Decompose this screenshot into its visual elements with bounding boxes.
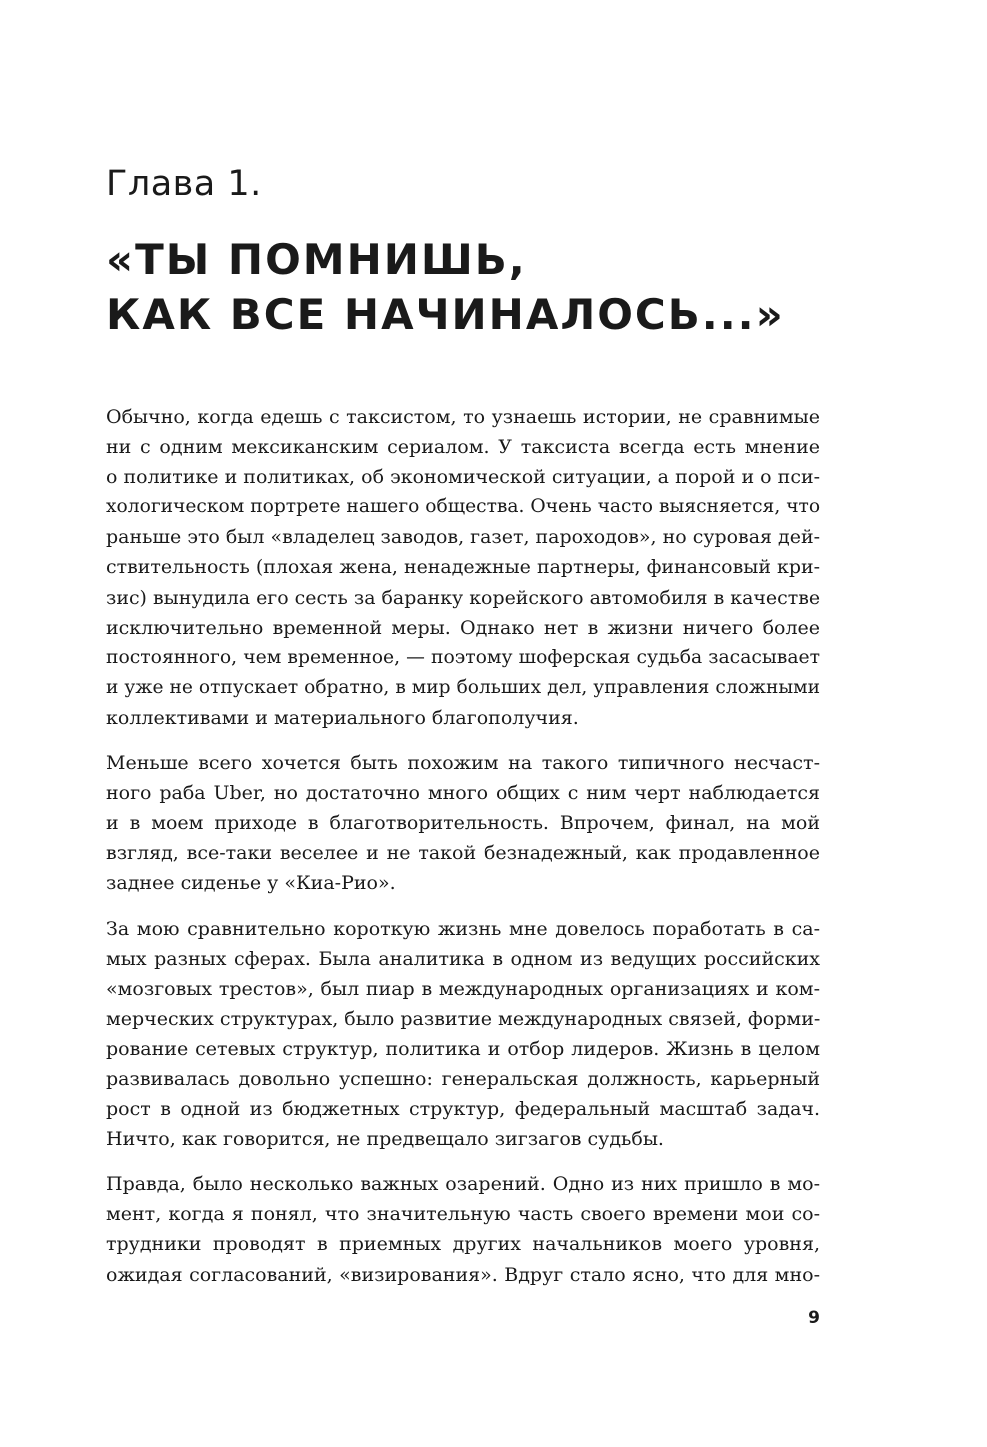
text-line: ожидая согласований, «визирования». Вдруг стало ясно, что для мно- xyxy=(106,1263,820,1286)
text-line: ни с одним мексиканским сериалом. У таксиста всегда есть мнение xyxy=(106,436,820,459)
text-line: и в моем приходе в благотворительность. Впрочем, финал, на мой xyxy=(106,812,820,835)
text-line: рост в одной из бюджетных структур, федеральный масштаб задач. xyxy=(106,1098,820,1121)
paragraph xyxy=(106,748,820,898)
text-line: трудники проводят в приемных других начальников моего уровня, xyxy=(106,1233,820,1256)
text-line: коллективами и материального благополучия. xyxy=(106,706,579,729)
text-line: хологическом портрете нашего общества. Очень часто выясняется, что xyxy=(106,496,821,518)
paragraph xyxy=(106,1169,820,1289)
text-line: «мозговых трестов», был пиар в международных организациях и ком- xyxy=(106,977,820,1000)
text-line: исключительно временной меры. Однако нет в жизни ничего более xyxy=(106,616,820,639)
text-line: мент, когда я понял, что значительную часть своего времени мои со- xyxy=(106,1203,820,1226)
text-line: заднее сиденье у «Киа-Рио». xyxy=(106,872,396,895)
text-line: рование сетевых структур, политика и отбор лидеров. Жизнь в целом xyxy=(106,1037,820,1060)
text-line: постоянного, чем временное, — поэтому шоферская судьба засасывает xyxy=(106,646,820,668)
page-number: 9 xyxy=(808,1308,820,1328)
chapter-title-line: КАК ВСЕ НАЧИНАЛОСЬ...» xyxy=(106,290,785,339)
text-line: Меньше всего хочется быть похожим на такого типичного несчаст- xyxy=(106,752,820,775)
text-line: и уже не отпускает обратно, в мир больших дел, управления сложными xyxy=(106,676,820,698)
chapter-title xyxy=(106,232,785,342)
text-line: зис) вынудила его сесть за баранку корейского автомобиля в качестве xyxy=(106,586,821,609)
chapter-label: Глава 1. xyxy=(106,164,262,204)
text-line: развивалась довольно успешно: генеральская должность, карьерный xyxy=(106,1067,820,1090)
text-line: Ничто, как говорится, не предвещало зигзагов судьбы. xyxy=(106,1128,664,1151)
text-line: мых разных сферах. Была аналитика в одном из ведущих российских xyxy=(106,947,820,970)
body-text xyxy=(106,402,820,1305)
text-line: ствительность (плохая жена, ненадежные партнеры, финансовый кри- xyxy=(106,556,820,579)
text-line: За мою сравнительно короткую жизнь мне довелось поработать в са- xyxy=(106,917,820,940)
paragraph xyxy=(106,402,820,733)
text-line: о политике и политиках, об экономической ситуации, а порой и о пси- xyxy=(106,466,820,489)
chapter-title-line: «ТЫ ПОМНИШЬ, xyxy=(106,235,527,284)
text-line: взгляд, все-таки веселее и не такой безнадежный, как продавленное xyxy=(106,842,820,865)
text-line: ного раба Uber, но достаточно много общих с ним черт наблюдается xyxy=(106,782,820,805)
paragraph xyxy=(106,914,820,1155)
text-line: Правда, было несколько важных озарений. Одно из них пришло в мо- xyxy=(106,1173,820,1196)
text-line: Обычно, когда едешь с таксистом, то узнаешь истории, не сравнимые xyxy=(106,406,820,428)
text-line: мерческих структурах, было развитие международных связей, форми- xyxy=(106,1007,821,1030)
text-line: раньше это был «владелец заводов, газет, пароходов», но суровая дей- xyxy=(106,526,820,549)
